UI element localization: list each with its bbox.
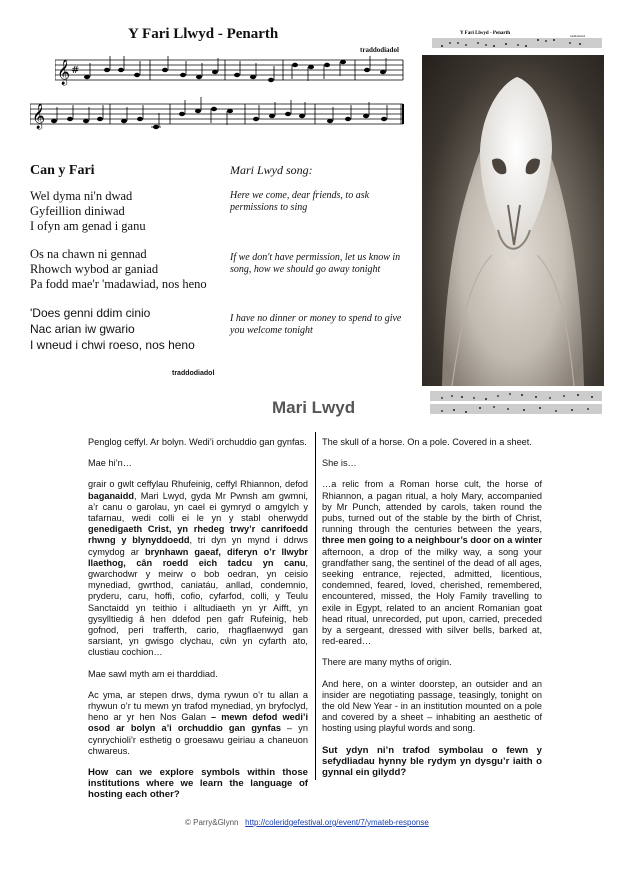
verse-line: Os na chawn ni gennad xyxy=(30,247,147,261)
column-divider xyxy=(315,432,316,780)
svg-text:𝄞: 𝄞 xyxy=(32,104,46,129)
verse-line: Rhowch wybod ar ganiad xyxy=(30,262,159,276)
welsh-question: How can we explore symbols within those institutions where we learn the language of hosting each other? xyxy=(88,767,308,801)
mari-lwyd-photo xyxy=(422,55,604,386)
verse-line: I ofyn am genad i ganu xyxy=(30,219,146,233)
score-title: Y Fari Llwyd - Penarth xyxy=(128,26,279,42)
mari-lwyd-illustration xyxy=(422,55,604,386)
copyright: © Parry&Glynn xyxy=(185,818,239,827)
welsh-column xyxy=(88,437,308,810)
page-title: Mari Lwyd xyxy=(272,398,356,417)
music-staff-1 xyxy=(55,52,405,96)
song-credit: traddodiadol xyxy=(172,370,215,377)
welsh-intro: Penglog ceffyl. Ar bolyn. Wedi’i orchuddio gan gynfas. xyxy=(88,437,307,447)
text-run: , tri dyn yn mynd i ddrws cymydog ar xyxy=(88,535,308,557)
text-run: afternoon, a drop of the milky way, a song your grandfather sang, the sentinel of the dead of all ages, seeking entrance, rejected, admitted, licentious, condemned, feared, loved, cherished, remembered, encountered, missed, the Holy Family travelling to exile in Egypt, related to an ancient Romanian goat head ritual, unrecorded, put upon, carried, preceded by a sergeant, dressed with silver bells, barked at, red-eared… xyxy=(322,546,542,647)
english-question: Sut ydyn ni’n trafod symbolau o fewn y sefydliadau hynny ble rydym yn dysgu’r iaith o gynnal ein gilydd? xyxy=(322,744,542,778)
translation-verse-1: Here we come, dear friends, to ask permissions to sing xyxy=(230,190,370,213)
welsh-myths: Mae sawl myth am ei tharddiad. xyxy=(88,668,218,679)
text-run-bold: baganaidd xyxy=(88,490,134,501)
verse-line: Nac arian iw gwario xyxy=(30,322,135,336)
footer xyxy=(185,818,429,827)
text-run: – yn cynrychioli’r esthetig o groesawu geiriau a chaneuon chwareus. xyxy=(88,723,308,756)
svg-text:𝄞: 𝄞 xyxy=(57,60,71,85)
verse-line: 'Does genni ddim cinio xyxy=(30,306,151,320)
score-thumbnail-top xyxy=(430,28,604,54)
text-run: , Mari Lwyd, gyda Mr Pwnsh am gwmni, a’r canu o garolau, yn cael ei gymryd o amgylch y tafarnau, wedi colli ei le yn y stabl oherwydd xyxy=(88,490,308,524)
text-run: grair o gwlt ceffylau Rhufeinig, ceffyl Rhiannon, defod xyxy=(88,479,308,490)
song-verse-1 xyxy=(30,189,146,234)
english-myths: There are many myths of origin. xyxy=(322,657,452,668)
text-run-bold: brynhawn gaeaf, diferyn o’r llwybr llaethog, cân roedd eich tadcu yn canu xyxy=(88,546,308,568)
music-staff-2 xyxy=(30,96,405,140)
english-she-is: She is… xyxy=(322,458,357,469)
thumb-title: Y Fari Llwyd - Penarth xyxy=(460,31,511,36)
welsh-doorstep xyxy=(88,690,308,757)
text-run-bold: three men going to a neighbour’s door on a winter xyxy=(322,535,542,546)
text-run: …a relic from a Roman horse cult, the horse of Rhiannon, a pagan ritual, a holy Mary, accompanied by Mr Punch, attended by carols, taken round the pubs, turned out of the stable by the birth of Christ, running through the centuries between the years, xyxy=(322,479,542,535)
english-description xyxy=(322,479,542,647)
song-title: Can y Fari xyxy=(30,163,95,178)
translation-verse-2: If we don't have permission, let us know in song, how we should go away tonight xyxy=(230,252,401,275)
thumb-credit: traddodiadol xyxy=(570,34,586,38)
svg-text:#: # xyxy=(71,65,80,76)
english-column xyxy=(322,437,542,788)
translation-heading: Mari Lwyd song: xyxy=(230,163,313,177)
score-thumbnail-bottom xyxy=(428,389,604,417)
welsh-description xyxy=(88,479,308,658)
verse-line: Pa fodd mae'r 'madawiad, nos heno xyxy=(30,277,207,291)
verse-line: I wneud i chwi roeso, nos heno xyxy=(30,338,195,352)
verse-line: Gyfeillion diniwad xyxy=(30,204,125,218)
festival-link[interactable]: http://coleridgefestival.org/event/7/ymateb-response xyxy=(245,818,429,827)
text-run: Ac yma, ar stepen drws, dyma rywun o’r tu allan a rhywun o’r tu mewn yn trafod mynediad, yn bryfoclyd, heno ar yr hen Nos Galan xyxy=(88,689,308,723)
verse-line: Wel dyma ni'n dwad xyxy=(30,189,133,203)
translation-verse-3: I have no dinner or money to spend to give you welcome tonight xyxy=(230,313,402,336)
text-run: , gwarchodwr y meirw o bob oedran, yn ceisio mynediad, gwrthod, caniatáu, anllad, condemnio, pryderu, caru, hoffi, cofio, cyfarfod, colli, y Teulu Sanctaidd yn teithio i alltudiaeth yn yr Aifft, yn gysylltiedig â hen ddefod pen gafr Rufeinig, heb gofnod, peri trafferth, cario, rhagflaenwyd gan sarsiant, yn gwisgo clychau, cŵn yn cyfarth ato, clustiau cochion… xyxy=(88,557,308,658)
welsh-she-is: Mae hi’n… xyxy=(88,458,132,469)
score-credit: traddodiadol xyxy=(360,46,399,54)
english-doorstep: And here, on a winter doorstep, an outsider and an insider are negotiating passage, teasingly, tonight on the old New Year - in an institution mounted on a pole and covered by a sheet – inhabiting an aesthetic of hosting using playful words and song. xyxy=(322,678,542,734)
text-run-bold: – mewn defod wedi’i osod ar bolyn a’i orchuddio gan gynfas xyxy=(88,712,308,734)
english-intro: The skull of a horse. On a pole. Covered in a sheet. xyxy=(322,437,532,447)
song-verse-2 xyxy=(30,247,207,292)
text-run-bold: genedigaeth Crist, yn rhedeg trwy’r canrifoedd rhwng y blynyddoedd xyxy=(88,524,308,546)
song-verse-3 xyxy=(30,305,195,353)
